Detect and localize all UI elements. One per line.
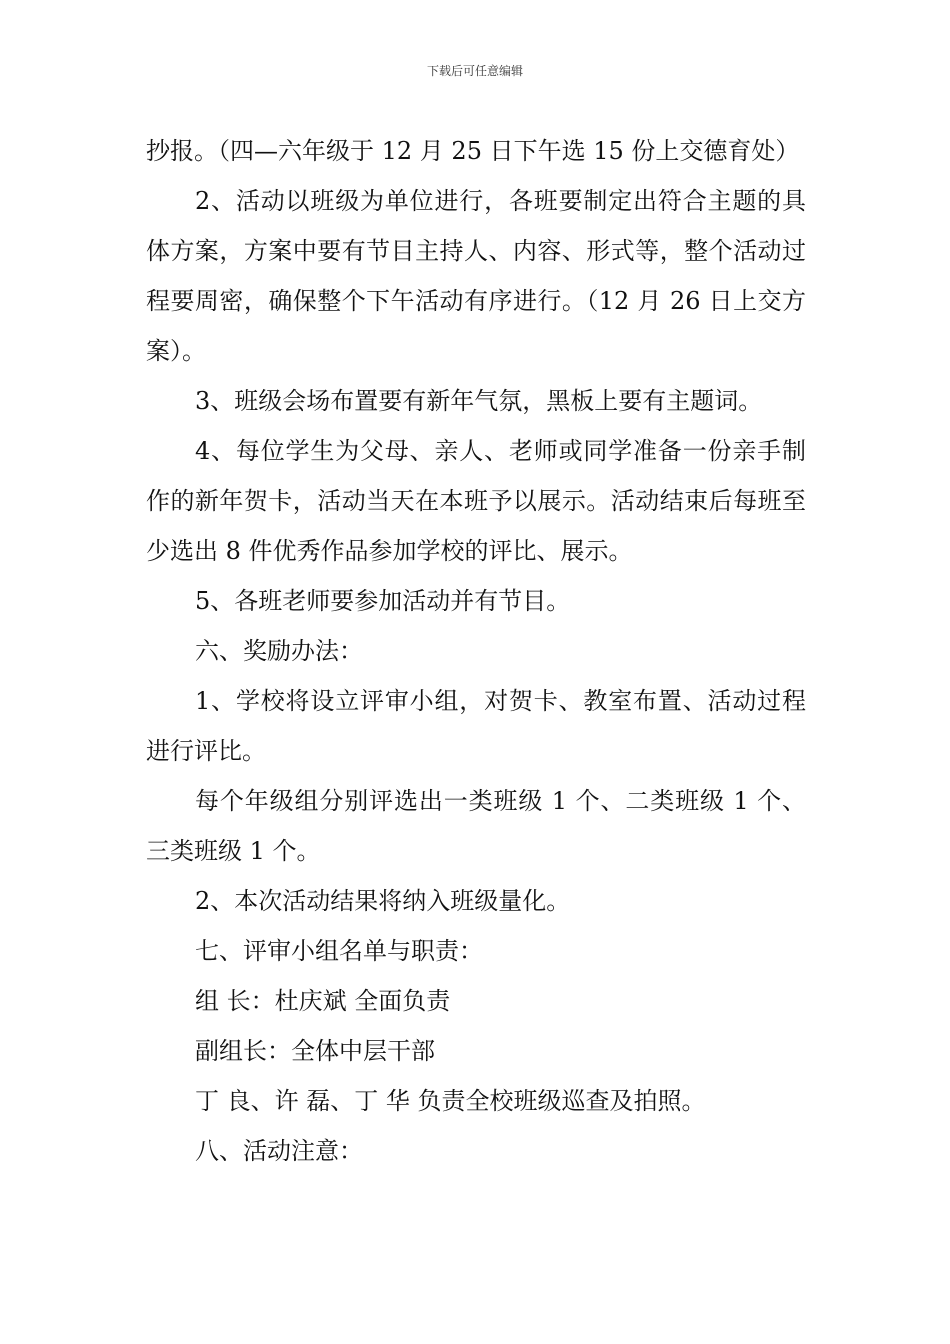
paragraph-chaobao: 抄报。（四—六年级于 12 月 25 日下午选 15 份上交德育处） — [146, 137, 800, 165]
section-heading-notes: 八、活动注意： — [195, 1137, 363, 1165]
paragraph-reward-2-quantify: 2、本次活动结果将纳入班级量化。 — [195, 887, 571, 915]
paragraph-judge-leader: 组 长：杜庆斌 全面负责 — [195, 987, 451, 1015]
paragraph-reward-grades: 每个年级组分别评选出一类班级 1 个、二类班级 1 个、三类班级 1 个。 — [146, 787, 806, 865]
paragraph-item-3-venue: 3、班级会场布置要有新年气氛，黑板上要有主题词。 — [195, 387, 763, 415]
section-heading-rewards: 六、奖励办法： — [195, 637, 363, 665]
paragraph-judge-inspectors: 丁 良、许 磊、丁 华 负责全校班级巡查及拍照。 — [195, 1087, 706, 1115]
document-body — [146, 126, 806, 1176]
paragraph-item-2-plan: 2、活动以班级为单位进行，各班要制定出符合主题的具体方案，方案中要有节目主持人、内容、形式等，整个活动过程要周密，确保整个下午活动有序进行。（12 月 26 日上交方案）。 — [146, 187, 806, 365]
paragraph-reward-1-judging: 1、学校将设立评审小组，对贺卡、教室布置、活动过程进行评比。 — [146, 687, 806, 765]
paragraph-item-5-teachers: 5、各班老师要参加活动并有节目。 — [195, 587, 571, 615]
paragraph-judge-deputy: 副组长：全体中层干部 — [195, 1037, 435, 1065]
paragraph-item-4-cards: 4、每位学生为父母、亲人、老师或同学准备一份亲手制作的新年贺卡，活动当天在本班予以展示。活动结束后每班至少选出 8 件优秀作品参加学校的评比、展示。 — [146, 437, 806, 565]
page-header: 下载后可任意编辑 — [426, 64, 523, 78]
section-heading-judges: 七、评审小组名单与职责： — [195, 937, 483, 965]
